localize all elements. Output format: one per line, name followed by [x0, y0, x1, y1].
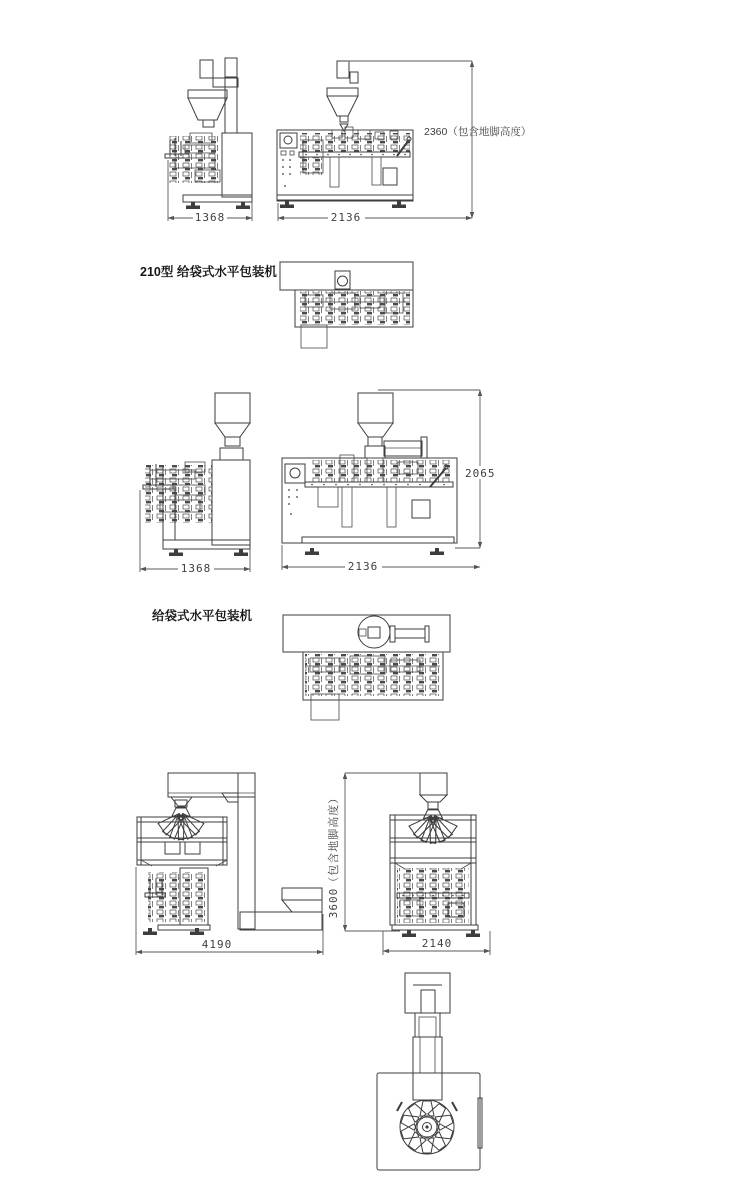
machine2-front-view — [282, 393, 457, 555]
machine2-label: 给袋式水平包装机 — [152, 609, 253, 623]
machine2-top-view — [283, 615, 450, 720]
line3-elevation-view — [137, 773, 322, 935]
machine2-side-view — [143, 393, 250, 556]
line3-front-view — [390, 773, 480, 937]
dim-machine2-front-width: 2136 — [347, 560, 379, 573]
dim-line3-height: 3600（包含地脚高度） — [327, 791, 340, 919]
dim-line3-overall-length: 4190 — [201, 938, 233, 951]
dim-machine2-height: 2065 — [465, 467, 496, 480]
machine1-top-view — [280, 262, 413, 348]
dim-machine2-side-width: 1368 — [180, 562, 212, 575]
dim-machine1-height: 2360（包含地脚高度） — [424, 126, 532, 138]
line3-top-view — [377, 973, 482, 1170]
machine1-front-view — [277, 61, 413, 208]
dim-machine1-side-width: 1368 — [194, 211, 226, 224]
machine1-label: 210型 给袋式水平包装机 — [140, 265, 277, 279]
dim-line3-front-width: 2140 — [421, 937, 453, 950]
machine1-side-view — [165, 58, 252, 209]
dim-machine1-front-width: 2136 — [330, 211, 362, 224]
